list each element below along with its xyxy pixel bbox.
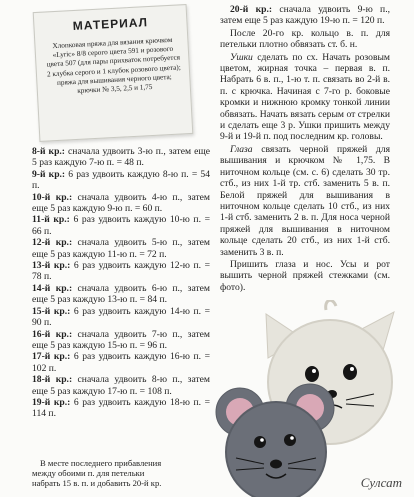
para-loop	[220, 28, 390, 51]
para-text: связать черной пряжей для вышивания и крючком № 1,75. В ниточном кольце (см. с. 6) сделать 30 тр. стб., из них 1-й тр. стб. заменить 5 в. п. Белой пряжей для вышивания в ниточном кольце сделать 10 стб., из них 1-й стб. заменить 2 в. п. Для носа черной пряжей для вышивания в ниточном кольце сделать 20 стб., из них 1-й стб. заменить 3 в. п.	[220, 143, 390, 258]
row-round-17	[32, 351, 210, 374]
row-text: сначала удвоить 6-ю п., затем еще 5 раз каждую 13-ю п. = 84 п.	[32, 282, 210, 306]
row-round-13	[32, 260, 210, 283]
row-label: 16-й кр.:	[32, 328, 73, 340]
para-finish	[220, 259, 390, 293]
mouse-head	[226, 402, 326, 497]
row-text: сначала удвоить 7-ю п., затем еще 5 раз каждую 15-ю п. = 96 п.	[32, 328, 210, 351]
row-text: 6 раз удвоить каждую 18-ю п. = 114 п.	[32, 396, 211, 420]
materials-title: МАТЕРИАЛ	[72, 15, 149, 34]
row-label: 17-й кр.:	[32, 351, 71, 363]
cat-left-eye-shine	[312, 369, 316, 373]
signature: Сулсат	[360, 475, 402, 490]
mouse-left-eye	[254, 436, 266, 448]
mouse-nose	[270, 460, 282, 469]
para-lead: Глаза	[230, 143, 253, 155]
row-round-19	[32, 397, 210, 420]
row-round-8	[32, 146, 210, 169]
para-text: После 20-го кр. кольцо в. п. для петельки плотно обвязать ст. б. н.	[220, 27, 390, 51]
hanging-loop	[326, 300, 336, 310]
cat-right-eye-shine	[350, 367, 354, 371]
row-text: сначала удвоить 4-ю п., затем еще 5 раз каждую 9-ю п. = 60 п.	[32, 191, 210, 215]
mouse-left-eye-shine	[260, 438, 264, 442]
row-label: 14-й кр.:	[32, 282, 73, 294]
row-label: 12-й кр.:	[32, 237, 73, 249]
para-text: сначала удвоить 9-ю п., затем еще 5 раз каждую 19-ю п. = 120 п.	[220, 4, 390, 27]
row-label: 15-й кр.:	[32, 305, 71, 317]
left-column	[32, 146, 210, 420]
row-round-16	[32, 329, 210, 352]
row-text: 6 раз удвоить каждую 8-ю п. = 54 п.	[32, 168, 210, 192]
left-closing-note: В месте последнего прибавления между обоими п. для петельки набрать 15 в. п. и добавить 20-й кр.	[32, 458, 162, 489]
row-text: 6 раз удвоить каждую 10-ю п. = 66 п.	[32, 214, 210, 237]
right-column	[220, 4, 390, 294]
row-label: 9-й кр.:	[32, 168, 66, 180]
row-text: сначала удвоить 8-ю п., затем еще 5 раз каждую 17-ю п. = 108 п.	[32, 374, 210, 397]
materials-text: Хлопковая пряжа для вязания крючком «Lyric» 8/8 серого цвета 591 и розового цвета 507 (для пары прихваток потребуется 2 клубка серого и 1 клубок розового цвета); пряжа для вышивания черного цвета; крючки № 3,5, 2,5 и 1,75	[46, 35, 181, 95]
row-label: 19-й кр.:	[32, 396, 71, 408]
para-ears	[220, 52, 390, 143]
row-round-11	[32, 214, 210, 237]
cat-right-eye	[343, 364, 357, 380]
row-round-14	[32, 283, 210, 306]
para-lead: 20-й кр.:	[230, 4, 273, 15]
row-text: сначала удвоить 5-ю п., затем еще 5 раз каждую 11-ю п. = 72 п.	[32, 237, 210, 260]
para-lead: Ушки	[230, 51, 253, 63]
para-round-20	[220, 4, 390, 27]
para-text: сделать по сх. Начать розовым цветом, жирная точка – первая в. п. Набрать 6 в. п., 1-ю т. п. связать во 2-й в. п. с крючка. Начиная с 7-го р. боковые кромки и нижнюю кромку тонкой линии обвязать. Начать вязать серым от стрелки и сделать еще 3 р. Ушки пришить между 9-й и 19-й п. под последним кр. головы.	[220, 51, 390, 143]
row-round-15	[32, 306, 210, 329]
mouse-right-eye	[284, 434, 296, 446]
row-label: 13-й кр.:	[32, 260, 71, 272]
row-label: 11-й кр.:	[32, 214, 70, 226]
row-text: сначала удвоить 3-ю п., затем еще 5 раз каждую 7-ю п. = 48 п.	[32, 146, 211, 169]
row-text: 6 раз удвоить каждую 16-ю п. = 102 п.	[32, 351, 211, 374]
row-text: 6 раз удвоить каждую 14-ю п. = 90 п.	[32, 305, 211, 329]
row-label: 18-й кр.:	[32, 374, 73, 386]
mouse-right-eye-shine	[290, 436, 294, 440]
row-text: 6 раз удвоить каждую 12-ю п. = 78 п.	[32, 260, 211, 283]
row-round-9	[32, 169, 210, 192]
row-round-18	[32, 374, 210, 397]
row-label: 10-й кр.:	[32, 191, 73, 203]
para-eyes	[220, 144, 390, 258]
materials-box	[33, 4, 194, 142]
row-round-10	[32, 192, 210, 215]
row-round-12	[32, 237, 210, 260]
potholder-photo	[206, 300, 414, 497]
row-label: 8-й кр.:	[32, 146, 66, 157]
cat-left-eye	[305, 366, 319, 382]
para-text: Пришить глаза и нос. Усы и рот вышить черной пряжей стежками (см. фото).	[220, 258, 390, 293]
